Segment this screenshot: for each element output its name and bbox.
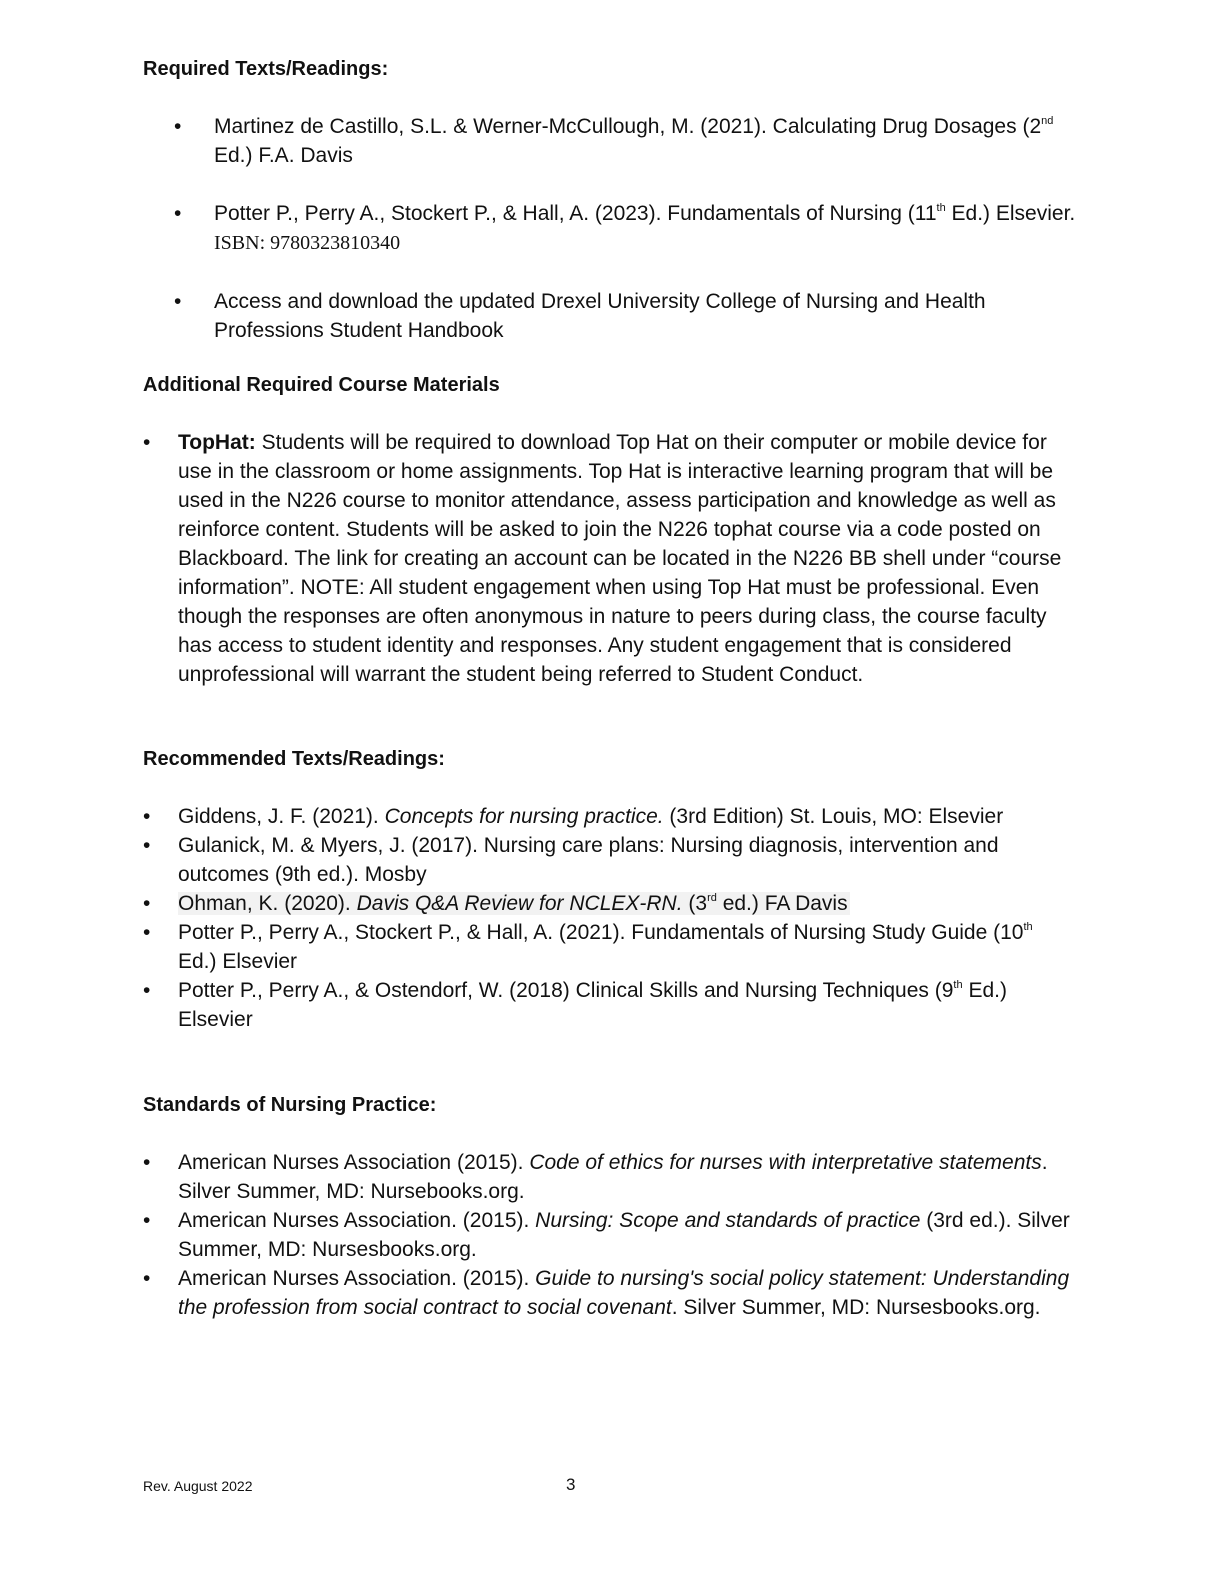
additional-list (143, 428, 1078, 689)
list-item: • American Nurses Association. (2015). Nursing: Scope and standards of practice (3rd ed.). Silver Summer, MD: Nursesbooks.org. (143, 1206, 1088, 1264)
bullet: • (143, 805, 151, 828)
recommended-list (143, 802, 1063, 1034)
list-item: • TopHat: Students will be required to download Top Hat on their computer or mobile device for use in the classroom or home assignments. Top Hat is interactive learning program that will be used in the N226 course to monitor attendance, assess participation and knowledge as well as reinforce content. Students will be asked to join the N226 tophat course via a code posted on Blackboard. The link for creating an account can be located in the N226 BB shell under “course information”. NOTE: All student engagement when using Top Hat must be professional. Even though the responses are often anonymous in nature to peers during class, the course faculty has access to student identity and responses. Any student engagement that is considered unprofessional will warrant the student being referred to Student Conduct. (143, 428, 1078, 689)
list-item: • Giddens, J. F. (2021). Concepts for nursing practice. (3rd Edition) St. Louis, MO: Elsevier (143, 802, 1063, 831)
isbn: ISBN: 9780323810340 (214, 232, 401, 254)
list-item: • Gulanick, M. & Myers, J. (2017). Nursing care plans: Nursing diagnosis, intervention and outcomes (9th ed.). Mosby (143, 831, 1063, 889)
highlighted-entry: Ohman, K. (2020). Davis Q&A Review for NCLEX-RN. (3rd ed.) FA Davis (178, 892, 848, 915)
list-item: • Potter P., Perry A., & Ostendorf, W. (2018) Clinical Skills and Nursing Techniques (9th Ed.) Elsevier (143, 976, 1063, 1034)
standards-list (143, 1148, 1088, 1322)
required-heading: Required Texts/Readings: (143, 58, 389, 80)
list-item: • Martinez de Castillo, S.L. & Werner-McCullough, M. (2021). Calculating Drug Dosages (2nd Ed.) F.A. Davis (143, 112, 1088, 170)
additional-heading: Additional Required Course Materials (143, 374, 500, 396)
bullet: • (174, 115, 182, 138)
bullet: • (143, 431, 151, 454)
bullet: • (174, 290, 182, 313)
bullet: • (143, 1209, 151, 1232)
bullet: • (143, 921, 151, 944)
list-item: • Access and download the updated Drexel University College of Nursing and Health Professions Student Handbook (143, 287, 1088, 345)
bullet: • (143, 1267, 151, 1290)
list-item: • Potter P., Perry A., Stockert P., & Hall, A. (2023). Fundamentals of Nursing (11th Ed.) Elsevier. ISBN: 9780323810340 (143, 199, 1088, 258)
bullet: • (143, 892, 151, 915)
list-item: • American Nurses Association (2015). Code of ethics for nurses with interpretative statements. Silver Summer, MD: Nursebooks.org. (143, 1148, 1088, 1206)
bullet: • (174, 202, 182, 225)
list-item: • American Nurses Association. (2015). Guide to nursing's social policy statement: Understanding the profession from social contract to social covenant. Silver Summer, MD: Nursesbooks.org. (143, 1264, 1088, 1322)
required-list (143, 112, 1088, 345)
standards-heading: Standards of Nursing Practice: (143, 1094, 437, 1116)
bullet: • (143, 1151, 151, 1174)
bullet: • (143, 979, 151, 1002)
recommended-heading: Recommended Texts/Readings: (143, 748, 445, 770)
bullet: • (143, 834, 151, 857)
list-item (143, 889, 1063, 918)
footer-revision: Rev. August 2022 (143, 1478, 253, 1494)
tophat-label: TopHat: (178, 431, 256, 454)
list-item: • Potter P., Perry A., Stockert P., & Hall, A. (2021). Fundamentals of Nursing Study Guide (10th Ed.) Elsevier (143, 918, 1063, 976)
page-number: 3 (566, 1475, 576, 1494)
